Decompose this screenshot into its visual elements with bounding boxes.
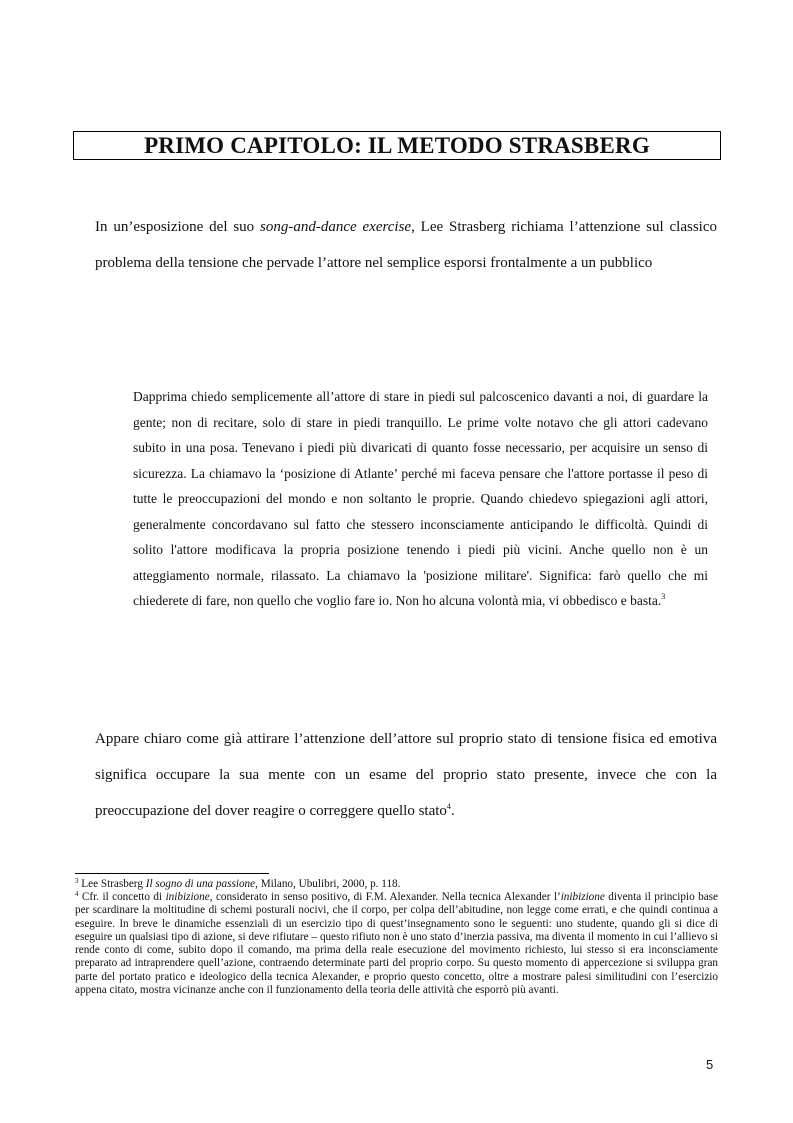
chapter-title: PRIMO CAPITOLO: IL METODO STRASBERG <box>144 132 650 158</box>
footnote-4-part3: diventa il principio base per scardinare la moltitudine di schemi posturali nocivi, che il corpo, per colpa dell’abitudine, non legge come errati, e che quindi continua a eseguire. In breve le dinamiche essenziali di un esercizio tipo di quest’insegnamento sono le seguenti: uno studente, quando gli si dice di eseguire un qualsiasi tipo di azione, si deve rifiutare – questo rifiuto non è uno stato d’inerzia passiva, ma diventa il momento in cui l’allievo si rende conto di come, subito dopo il comando, ma prima della reale esecuzione del movimento richiesto, lui stesso si era inconsciamente preparato ad intraprendere quell’azione, contraendo determinate parti del proprio corpo. Su questo momento di appercezione si sviluppa gran parte del portato pratico e ideologico della tecnica Alexander, e proprio questo concetto, oltre a mostrare palesi similitudini con l’esercizio appena citato, mostra vicinanze anche con il funzionamento della teoria delle attività che esporrò più avanti. <box>75 891 718 997</box>
footnote-4-number: 4 <box>75 890 79 898</box>
footnote-3-book-title: Il sogno di una passione, <box>145 878 258 890</box>
quote-text: Dapprima chiedo semplicemente all’attore di stare in piedi sul palcoscenico davanti a noi, di guardare la gente; non di recitare, solo di stare in piedi tranquillo. Le prime volte notavo che gli attori cadevano subito in una posa. Tenevano i piedi più divaricati di quanto fosse necessario, per acquisire un senso di sicurezza. La chiamavo la ‘posizione di Atlante’ perché mi faceva pensare che l'attore portasse il peso di tutte le preoccupazioni del mondo e non soltanto le proprie. Quando chiedevo spiegazioni agli attori, generalmente concordavano sul fatto che stessero inconsciamente anticipando le difficoltà. Quindi di solito l'attore modificava la propria posizione tenendo i piedi più vicini. Anche quello non è un atteggiamento normale, rilassato. La chiamavo la 'posizione militare'. Significa: farò quello che mi chiederete di fare, non quello che voglio fare io. Non ho alcuna volontà mia, vi obbedisco e basta. <box>133 389 708 608</box>
page-number: 5 <box>706 1057 714 1072</box>
footnote-3-text-before: Lee Strasberg <box>78 878 146 890</box>
footnote-4 <box>75 891 718 997</box>
footnote-4-italic2: inibizione <box>560 891 605 903</box>
footnote-ref-3: 3 <box>661 592 666 601</box>
footnote-3-text-after: Milano, Ubulibri, 2000, p. 118. <box>257 878 401 890</box>
footnote-4-part1: Cfr. il concetto di <box>78 891 166 903</box>
intro-text-before: In un’esposizione del suo <box>95 219 261 235</box>
intro-text-after: , Lee Strasberg richiama l’attenzione sul classico problema della tensione che pervade l’attore nel semplice esporsi frontalmente a un pubblico <box>95 219 717 271</box>
footnote-ref-4: 4 <box>446 802 451 811</box>
footnote-3-number: 3 <box>75 877 79 885</box>
block-quote <box>133 384 708 614</box>
footnote-divider <box>75 873 269 874</box>
conclusion-paragraph <box>95 721 717 829</box>
footnote-3 <box>75 878 718 891</box>
footnote-4-italic1: inibizione <box>165 891 210 903</box>
intro-paragraph <box>95 209 717 281</box>
conclusion-text: Appare chiaro come già attirare l’attenzione dell’attore sul proprio stato di tensione fisica ed emotiva significa occupare la sua mente con un esame del proprio stato presente, invece che con la preoccupazione del dover reagire o correggere quello stato <box>95 731 717 819</box>
conclusion-end: . <box>450 803 455 819</box>
footnote-4-part2: , considerato in senso positivo, di F.M. Alexander. Nella tecnica Alexander l’ <box>209 891 561 903</box>
intro-italic-term: song-and-dance exercise <box>260 219 412 235</box>
chapter-title-box <box>73 131 721 160</box>
